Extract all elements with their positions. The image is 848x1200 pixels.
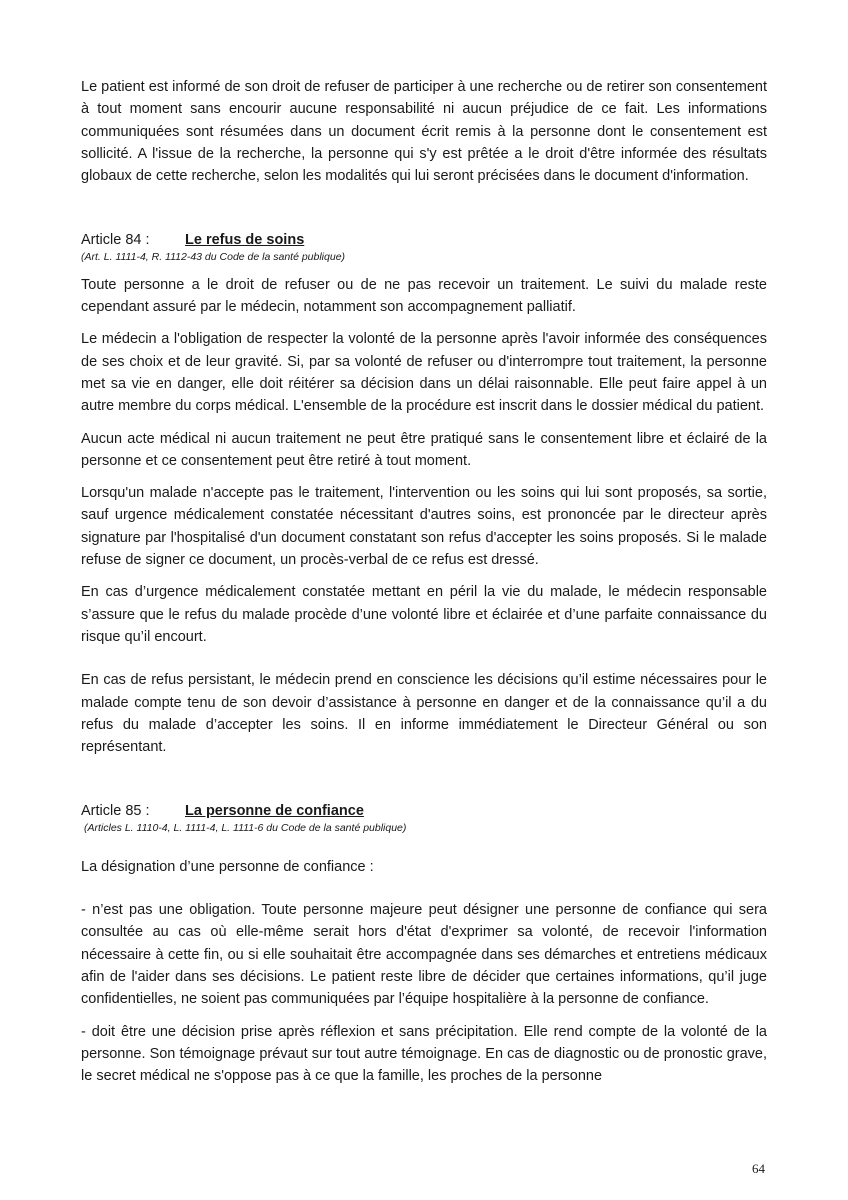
article-number: Article 84 : bbox=[81, 232, 150, 249]
article-84-paragraph-3: Aucun acte médical ni aucun traitement ne peut être pratiqué sans le consentement libre et éclairé de la personne et ce consentement peut être retiré à tout moment. bbox=[81, 430, 767, 469]
article-84-paragraph-6: En cas de refus persistant, le médecin prend en conscience les décisions qu’il estime nécessaires pour le malade compte tenu de son devoir d’assistance à personne en danger et de la connaissance qu’il a du refus du malade d’accepter les soins. Il en informe immédiatement le Directeur Général ou son représentant. bbox=[81, 672, 767, 756]
article-title: La personne de confiance bbox=[185, 803, 364, 820]
document-page bbox=[81, 76, 767, 1087]
article-84-paragraph-2: Le médecin a l'obligation de respecter la volonté de la personne après l'avoir informée des conséquences de ses choix et de leur gravité. Si, par sa volonté de refuser ou d'interrompre tout traitement, la personne met sa vie en danger, elle doit réitérer sa décision dans un délai raisonnable. Elle peut faire appel à un autre membre du corps médical. L'ensemble de la procédure est inscrit dans le dossier médical du patient. bbox=[81, 331, 767, 415]
article-reference: (Articles L. 1110-4, L. 1111-4, L. 1111-6 du Code de la santé publique) bbox=[84, 821, 407, 834]
article-85-paragraph-1: La désignation d’une personne de confiance : bbox=[81, 858, 374, 875]
article-84-paragraph-1: Toute personne a le droit de refuser ou de ne pas recevoir un traitement. Le suivi du malade reste cependant assuré par le médecin, notamment son accompagnement palliatif. bbox=[81, 276, 767, 316]
article-84-paragraph-4: Lorsqu'un malade n'accepte pas le traitement, l'intervention ou les soins qui lui sont proposés, sa sortie, sauf urgence médicalement constatée nécessitant d'autres soins, est prononcée par le directeur après signature par l'hospitalisé d'un document constatant son refus d'accepter les soins proposés. Si le malade refuse de signer ce document, un procès-verbal de ce refus est dressé. bbox=[81, 485, 767, 569]
article-number: Article 85 : bbox=[81, 803, 150, 820]
article-84-paragraph-5: En cas d’urgence médicalement constatée mettant en péril la vie du malade, le médecin responsable s’assure que le refus du malade procède d’une volonté libre et éclairée et d’une parfaite connaissance du risque qu’il encourt. bbox=[81, 584, 767, 645]
article-85-paragraph-3: - doit être une décision prise après réflexion et sans précipitation. Elle rend compte de la volonté de la personne. Son témoignage prévaut sur tout autre témoignage. En cas de diagnostic ou de pronostic grave, le secret médical ne s'oppose pas à ce que la famille, les proches de la personne bbox=[81, 1023, 767, 1085]
article-84-heading bbox=[81, 229, 767, 251]
intro-paragraph: Le patient est informé de son droit de refuser de participer à une recherche ou de retirer son consentement à tout moment sans encourir aucune responsabilité ni aucun préjudice de ce fait. Les informations communiquées sont résumées dans un document écrit remis à la personne dont le consentement est sollicité. A l'issue de la recherche, la personne qui s'y est prêtée a le droit d'être informée des résultats globaux de cette recherche, selon les modalités qui lui seront précisées dans le document d'information. bbox=[81, 79, 767, 185]
article-reference: (Art. L. 1111-4, R. 1112-43 du Code de la santé publique) bbox=[81, 250, 346, 263]
article-85-paragraph-2: - n’est pas une obligation. Toute personne majeure peut désigner une personne de confiance qui sera consultée au cas où elle-même serait hors d'état d'exprimer sa volonté, de recevoir l'information nécessaire à cette fin, ou si elle souhaitait être accompagnée dans ses démarches et entretiens médicaux afin de l'aider dans ses décisions. Le patient reste libre de décider que certaines informations, qu’il juge confidentielles, ne soient pas communiquées par l’équipe hospitalière à la personne de confiance. bbox=[81, 902, 767, 1008]
page-number: 64 bbox=[752, 1161, 765, 1176]
article-title: Le refus de soins bbox=[185, 232, 305, 249]
article-85-heading bbox=[81, 800, 767, 822]
